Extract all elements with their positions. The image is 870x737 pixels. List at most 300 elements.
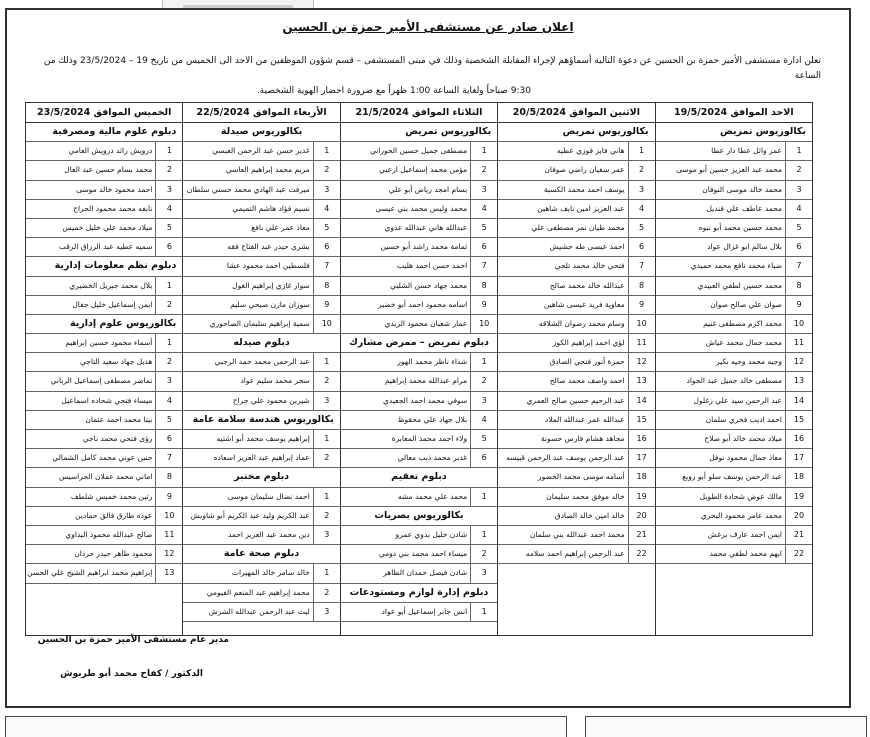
row-number: 4	[785, 200, 812, 218]
table-row	[498, 238, 654, 257]
candidate-name: سوزان مازن صبحي سليم	[230, 299, 310, 309]
candidate-name: رؤى فتحي محمد ناجي	[82, 434, 153, 443]
row-number: 5	[785, 219, 812, 237]
candidate-name: معاوية فريد عيسى شاهين	[543, 299, 625, 309]
row-number: 13	[785, 372, 812, 390]
table-row	[183, 161, 339, 180]
row-number: 7	[313, 257, 340, 275]
row-number: 3	[155, 372, 182, 390]
candidate-name: محمد علي محمد مشه	[397, 491, 468, 501]
table-row	[26, 526, 182, 545]
row-number: 11	[785, 334, 812, 352]
candidate-name: محمد احمد عبدالله بني سلمان	[529, 529, 625, 539]
table-row	[341, 315, 497, 334]
row-number: 2	[470, 372, 497, 390]
row-number: 4	[628, 200, 655, 218]
candidate-name: ميساء احمد محمد بني دومي	[378, 549, 468, 559]
row-number: 16	[628, 430, 655, 448]
candidate-name: خالد موفق محمد سليمان	[546, 491, 625, 501]
table-row	[26, 296, 182, 315]
table-row	[26, 334, 182, 353]
table-row	[498, 161, 654, 180]
section-heading: دبلوم مختبر	[183, 468, 339, 487]
row-number: 1	[313, 564, 340, 582]
day-heading: الأربعاء الموافق 22/5/2024	[183, 103, 339, 123]
row-number: 22	[628, 545, 655, 563]
table-row	[26, 277, 182, 296]
table-row	[183, 564, 339, 583]
table-row	[656, 200, 812, 219]
candidate-name: إبراهيم يوسف محمد أبو اشتيه	[216, 434, 310, 443]
candidate-name: عبد الرحمن سيد علي زغلول	[693, 395, 782, 405]
row-number: 1	[313, 353, 340, 371]
table-row	[498, 449, 654, 468]
table-row	[26, 430, 182, 449]
table-row	[26, 468, 182, 487]
table-row	[183, 277, 339, 296]
table-row	[498, 296, 654, 315]
table-row	[26, 219, 182, 238]
section-heading: بكالوريوس تمريض	[498, 123, 654, 142]
row-number: 8	[785, 277, 812, 295]
row-number: 1	[470, 526, 497, 544]
candidate-name: وسام محمد رضوان الشلاقه	[538, 318, 625, 328]
candidate-name: محمد خالد موسى النوفان	[702, 184, 782, 194]
candidate-name: عبد العزيز امين نايف شاهين	[537, 203, 625, 213]
candidate-name: مريم محمد إبراهيم العاسي	[225, 165, 310, 175]
candidate-name: احمد حسن احمد هليب	[396, 261, 468, 271]
table-row	[498, 219, 654, 238]
table-row	[656, 181, 812, 200]
table-row	[26, 161, 182, 180]
row-number: 6	[785, 238, 812, 256]
row-number: 7	[470, 257, 497, 275]
candidate-name: تماضر مصطفى إسماعيل الرياني	[50, 376, 153, 386]
section-heading: بكالوريوس صيدلة	[183, 123, 339, 142]
section-heading: دبلوم صيدله	[183, 334, 339, 353]
row-number: 4	[313, 200, 340, 218]
row-number: 18	[628, 468, 655, 486]
table-row	[656, 334, 812, 353]
table-row	[183, 430, 339, 449]
candidate-name: عماد إبراهيم عبد العزيز اسعاده	[213, 453, 310, 463]
row-number: 1	[155, 277, 182, 295]
row-number: 10	[785, 315, 812, 333]
candidate-name: محمد عبد العزيز حسين أبو موسى	[676, 165, 782, 175]
row-number: 1	[155, 334, 182, 352]
row-number: 1	[470, 353, 497, 371]
candidate-name: محمد بسام حسين عبد العال	[64, 165, 153, 175]
table-row	[341, 238, 497, 257]
table-row	[183, 584, 339, 603]
row-number: 5	[155, 219, 182, 237]
candidate-name: عمار شعبان محمود الزيدي	[384, 318, 468, 328]
table-row	[498, 257, 654, 276]
table-row	[26, 181, 182, 200]
row-number: 9	[785, 296, 812, 314]
table-row	[498, 507, 654, 526]
row-number: 7	[628, 257, 655, 275]
row-number: 3	[155, 181, 182, 199]
row-number: 10	[628, 315, 655, 333]
candidate-name: ميرفت عبد الهادي محمد حسني سلطان	[186, 184, 310, 194]
row-number: 3	[313, 526, 340, 544]
table-row	[26, 545, 182, 564]
row-number: 8	[155, 468, 182, 486]
table-row	[656, 161, 812, 180]
row-number: 2	[313, 161, 340, 179]
row-number: 8	[313, 277, 340, 295]
candidate-name: هديل جهاد سعيد التاجي	[79, 357, 153, 367]
candidate-name: عبدالله هاني عبدالله عدوي	[384, 222, 468, 232]
row-number: 1	[313, 430, 340, 448]
candidate-name: مالك عوض شحادة الطويل	[699, 491, 782, 501]
table-row	[26, 449, 182, 468]
row-number: 9	[628, 296, 655, 314]
candidate-name: شيرين محمود علي جراح	[232, 395, 310, 405]
candidate-name: احمد محمود خالد موسى	[76, 184, 153, 194]
table-row	[26, 507, 182, 526]
candidate-name: محمد وليس محمد بني عيسى	[375, 203, 468, 213]
section-heading: بكالوريوس تمريض	[656, 123, 812, 142]
row-number: 16	[785, 430, 812, 448]
candidate-name: انس جابر إسماعيل أبو عواد	[381, 606, 468, 616]
row-number: 6	[313, 238, 340, 256]
row-number: 10	[313, 315, 340, 333]
table-row	[341, 219, 497, 238]
row-number: 3	[785, 181, 812, 199]
table-row	[183, 526, 339, 545]
table-row	[656, 353, 812, 372]
candidate-name: عبد الرحمن إبراهيم احمد سلامه	[525, 549, 625, 559]
row-number: 1	[313, 488, 340, 506]
table-row	[341, 277, 497, 296]
candidate-name: بيتا محمد احمد عثمان	[85, 414, 153, 424]
candidate-name: فتحي خالد محمد تلجي	[554, 261, 625, 271]
table-row	[26, 411, 182, 430]
table-row	[656, 372, 812, 391]
table-row	[656, 411, 812, 430]
candidate-name: درويش رائد درويش العامي	[68, 146, 153, 156]
intro-paragraph	[35, 54, 821, 99]
table-row	[341, 257, 497, 276]
day-heading: الخميس الموافق 23/5/2024	[26, 103, 182, 123]
row-number: 5	[470, 219, 497, 237]
candidate-name: هاني فايز فوزي عطيه	[556, 146, 625, 156]
row-number: 6	[628, 238, 655, 256]
table-row	[341, 603, 497, 622]
row-number: 14	[628, 392, 655, 410]
day-column	[340, 103, 497, 635]
row-number: 2	[155, 296, 182, 314]
table-row	[498, 392, 654, 411]
candidate-name: اماني محمد عملان الحراسيس	[59, 472, 153, 482]
section-heading: دبلوم تعقيم	[341, 468, 497, 487]
signature-name: الدكتور / كفاح محمد أبو طربوش	[60, 669, 203, 679]
row-number: 4	[155, 200, 182, 218]
row-number: 6	[155, 238, 182, 256]
candidate-name: بسام امجد رياض أبو علي	[388, 184, 468, 194]
row-number: 14	[785, 392, 812, 410]
table-row	[341, 430, 497, 449]
row-number: 1	[470, 142, 497, 160]
row-number: 6	[470, 238, 497, 256]
row-number: 12	[628, 353, 655, 371]
table-row	[183, 372, 339, 391]
table-row	[26, 488, 182, 507]
intro-line-1: تعلن ادارة مستشفى الأمير حمزة بن الحسين عن دعوة التالية أسماؤهم لإجراء المقابلة الشخصية وذلك في مبنى المستشفى – قسم شؤون الموظفين من الاحد الى الخميس من تاريخ 19 – 23/5/2024 وذلك من الساعة	[43, 56, 821, 81]
row-number: 15	[628, 411, 655, 429]
candidate-name: وجيه محمد وجيه بكير	[716, 357, 782, 367]
candidate-name: إبراهيم محمد ابراهيم الشيخ علي الحسن	[27, 568, 153, 578]
candidate-name: عبد الرحيم حسين صالح العمري	[526, 395, 625, 405]
row-number: 2	[313, 507, 340, 525]
candidate-name: غدير محمد ذيب معالي	[397, 453, 468, 463]
candidate-name: ضياء محمد نافع محمد حميدي	[690, 261, 782, 271]
row-number: 7	[155, 449, 182, 467]
table-row	[26, 372, 182, 391]
table-row	[656, 526, 812, 545]
table-row	[183, 200, 339, 219]
table-row	[341, 142, 497, 161]
table-row	[498, 468, 654, 487]
table-row	[183, 296, 339, 315]
day-column	[655, 103, 812, 635]
table-row	[183, 603, 339, 622]
candidate-name: ليث عبد الرحمن عبدالله الشرش	[208, 606, 310, 616]
candidate-name: معاذ عمر علي نافع	[251, 222, 310, 232]
day-heading: الاحد الموافق 19/5/2024	[656, 103, 812, 123]
row-number: 10	[155, 507, 182, 525]
table-row	[498, 411, 654, 430]
candidate-name: بلال جهاد علي محفوظ	[397, 414, 468, 424]
candidate-name: محمد إبراهيم عبد المنعم الفيومي	[206, 587, 310, 597]
table-row	[341, 296, 497, 315]
signature-title: مدير عام مستشفى الأمير حمزة بن الحسين	[37, 635, 229, 645]
table-row	[656, 545, 812, 564]
next-document-edge-right	[585, 716, 867, 737]
table-row	[183, 353, 339, 372]
row-number: 3	[470, 392, 497, 410]
row-number: 6	[470, 449, 497, 467]
row-number: 17	[785, 449, 812, 467]
table-row	[341, 449, 497, 468]
row-number: 13	[628, 372, 655, 390]
row-number: 7	[785, 257, 812, 275]
row-number: 15	[785, 411, 812, 429]
candidate-name: عبدالله خالد محمد صالح	[549, 280, 625, 290]
candidate-name: سوفي محمد احمد الجعيدي	[383, 395, 468, 405]
candidate-name: شذاء ناظر محمد الهور	[397, 357, 468, 367]
table-row	[183, 315, 339, 334]
candidate-name: فلسطين احمد محمود عشا	[226, 261, 310, 271]
table-row	[341, 181, 497, 200]
candidate-name: ميساء فتحي شحاده اسماعيل	[61, 395, 153, 405]
row-number: 5	[313, 219, 340, 237]
table-row	[656, 449, 812, 468]
row-number: 1	[313, 142, 340, 160]
table-row	[341, 545, 497, 564]
table-row	[656, 219, 812, 238]
candidate-name: محمد اكرم مصطفى غنيم	[703, 318, 782, 328]
table-row	[656, 277, 812, 296]
table-row	[183, 392, 339, 411]
candidate-name: محمود طاهر حيدر حرذان	[74, 549, 153, 559]
row-number: 5	[155, 411, 182, 429]
table-row	[183, 507, 339, 526]
candidate-name: عمر سفيان راضي صوفان	[544, 165, 625, 175]
candidate-name: شادن فيصل حمدان الظاهر	[383, 568, 468, 578]
candidate-name: محمد طيان نمر مصطفى علي	[531, 222, 625, 232]
candidate-name: احمد نضال سليمان موسى	[227, 491, 310, 501]
candidate-name: سحر محمد سليم عواد	[240, 376, 310, 386]
table-row	[26, 200, 182, 219]
table-row	[656, 392, 812, 411]
candidate-name: احمد اديب فخري سلمان	[705, 414, 782, 424]
table-row	[498, 200, 654, 219]
section-heading: دبلوم علوم مالية ومصرفية	[26, 123, 182, 142]
candidate-name: محمد عامر محمود البحري	[700, 510, 782, 520]
candidate-name: ولاء احمد محمد المعابرة	[391, 434, 468, 443]
candidate-name: خالد امين خالد الصادق	[554, 510, 625, 520]
table-row	[26, 238, 182, 257]
table-row	[498, 353, 654, 372]
candidate-name: احمد واصف محمد صالح	[549, 376, 625, 386]
row-number: 21	[785, 526, 812, 544]
candidate-name: ثمامة محمد راشد أبو حسين	[380, 242, 468, 252]
schedule-table	[25, 102, 813, 636]
candidate-name: عبدالله عمر عبدالله الملاد	[544, 414, 625, 424]
row-number: 2	[313, 449, 340, 467]
row-number: 2	[628, 161, 655, 179]
candidate-name: عمر وائل عطا دار عطا	[711, 146, 782, 156]
candidate-name: نسيم فؤاد هاشم التميمي	[232, 203, 310, 213]
candidate-name: نايفه محمد محمود الجراح	[73, 203, 153, 213]
row-number: 9	[155, 488, 182, 506]
row-number: 5	[470, 430, 497, 448]
table-row	[498, 545, 654, 564]
candidate-name: خالد سامر خالد المهيرات	[231, 568, 310, 578]
row-number: 2	[470, 545, 497, 563]
table-row	[341, 526, 497, 545]
day-column	[182, 103, 339, 635]
row-number: 20	[785, 507, 812, 525]
candidate-name: محمد عاطف علي قنديل	[706, 203, 782, 213]
candidate-name: محمد جمال محمد عياش	[705, 338, 782, 348]
row-number: 9	[470, 296, 497, 314]
candidate-name: اسامه محمود احمد أبو خضير	[377, 299, 468, 309]
row-number: 3	[470, 564, 497, 582]
table-row	[498, 334, 654, 353]
row-number: 1	[470, 488, 497, 506]
candidate-name: بشرى حيدر عبد الفتاح فقه	[227, 242, 310, 252]
candidate-name: سوار غازي إبراهيم الغول	[232, 280, 310, 290]
next-document-edge	[5, 716, 567, 737]
table-row	[183, 238, 339, 257]
table-row	[341, 488, 497, 507]
candidate-name: مصطفى خالد جميل عبد الجواد	[686, 376, 782, 386]
table-row	[341, 411, 497, 430]
day-heading: الاثنين الموافق 20/5/2024	[498, 103, 654, 123]
candidate-name: ايمن احمد عارف برغش	[707, 529, 782, 539]
row-number: 2	[313, 584, 340, 602]
candidate-name: محمد حسين لطفي العبيدي	[697, 280, 782, 290]
row-number: 8	[470, 277, 497, 295]
table-row	[498, 488, 654, 507]
table-row	[183, 257, 339, 276]
row-number: 2	[313, 372, 340, 390]
table-row	[341, 200, 497, 219]
table-row	[656, 488, 812, 507]
announcement-document	[5, 8, 851, 708]
table-row	[498, 315, 654, 334]
row-number: 2	[155, 353, 182, 371]
candidate-name: ايهم محمد لطفي محمد	[709, 549, 782, 559]
table-row	[341, 353, 497, 372]
table-row	[183, 142, 339, 161]
section-heading: بكالوريوس بصريات	[341, 507, 497, 526]
intro-line-2: 9:30 صباحاً ولغاية الساعة 1:00 ظهراً مع ضرورة احضار الهوية الشخصية.	[256, 86, 531, 96]
candidate-name: مصطفى جميل حسين الحوراني	[369, 146, 468, 156]
row-number: 3	[628, 181, 655, 199]
table-row	[26, 392, 182, 411]
table-row	[498, 526, 654, 545]
table-row	[656, 468, 812, 487]
table-row	[498, 372, 654, 391]
candidate-name: بلال محمد جبريل الخضيري	[69, 280, 153, 290]
row-number: 22	[785, 545, 812, 563]
candidate-name: غدير حسن عبد الرحمن العبسي	[212, 146, 310, 156]
candidate-name: عوده طارق فالق حمادين	[75, 510, 153, 520]
candidate-name: مجاهد هشام فارس حسونة	[540, 434, 625, 443]
table-row	[341, 372, 497, 391]
candidate-name: عبد الرحمن محمد حمد الرجبي	[214, 357, 310, 367]
table-row	[656, 257, 812, 276]
table-row	[656, 430, 812, 449]
table-row	[183, 181, 339, 200]
table-row	[341, 564, 497, 583]
row-number: 12	[785, 353, 812, 371]
candidate-name: ايمن إسماعيل خليل جفال	[72, 299, 153, 309]
day-heading: الثلاثاء الموافق 21/5/2024	[341, 103, 497, 123]
candidate-name: يوسف احمد محمد الكسبة	[543, 184, 625, 194]
candidate-name: حنين عوني محمد كامل الشمالي	[52, 453, 153, 463]
day-column	[497, 103, 654, 635]
row-number: 3	[313, 181, 340, 199]
section-heading: دبلوم إدارة لوازم ومستودعات	[341, 584, 497, 603]
table-row	[498, 277, 654, 296]
row-number: 6	[155, 430, 182, 448]
candidate-name: سميه عطيه عبد الرزاق الرقب	[58, 242, 153, 252]
candidate-name: صالح عبدالله محمود البداوي	[65, 529, 153, 539]
candidate-name: أسامه موسى محمد الخضور	[537, 472, 625, 482]
table-row	[26, 142, 182, 161]
section-heading: دبلوم صحة عامة	[183, 545, 339, 564]
table-row	[498, 430, 654, 449]
row-number: 19	[628, 488, 655, 506]
row-number: 17	[628, 449, 655, 467]
row-number: 4	[155, 392, 182, 410]
candidate-name: مؤمن محمد إسماعيل ازعبي	[379, 165, 468, 175]
day-column	[26, 103, 182, 635]
row-number: 1	[785, 142, 812, 160]
table-row	[341, 161, 497, 180]
table-row	[498, 181, 654, 200]
table-row	[26, 353, 182, 372]
candidate-name: سمية إبراهيم سليمان الصاحوري	[209, 318, 310, 328]
document-title: اعلان صادر عن مستشفى الأمير حمزة بن الحسين	[282, 20, 574, 34]
candidate-name: معاذ جمال محمود نوفل	[709, 453, 782, 463]
